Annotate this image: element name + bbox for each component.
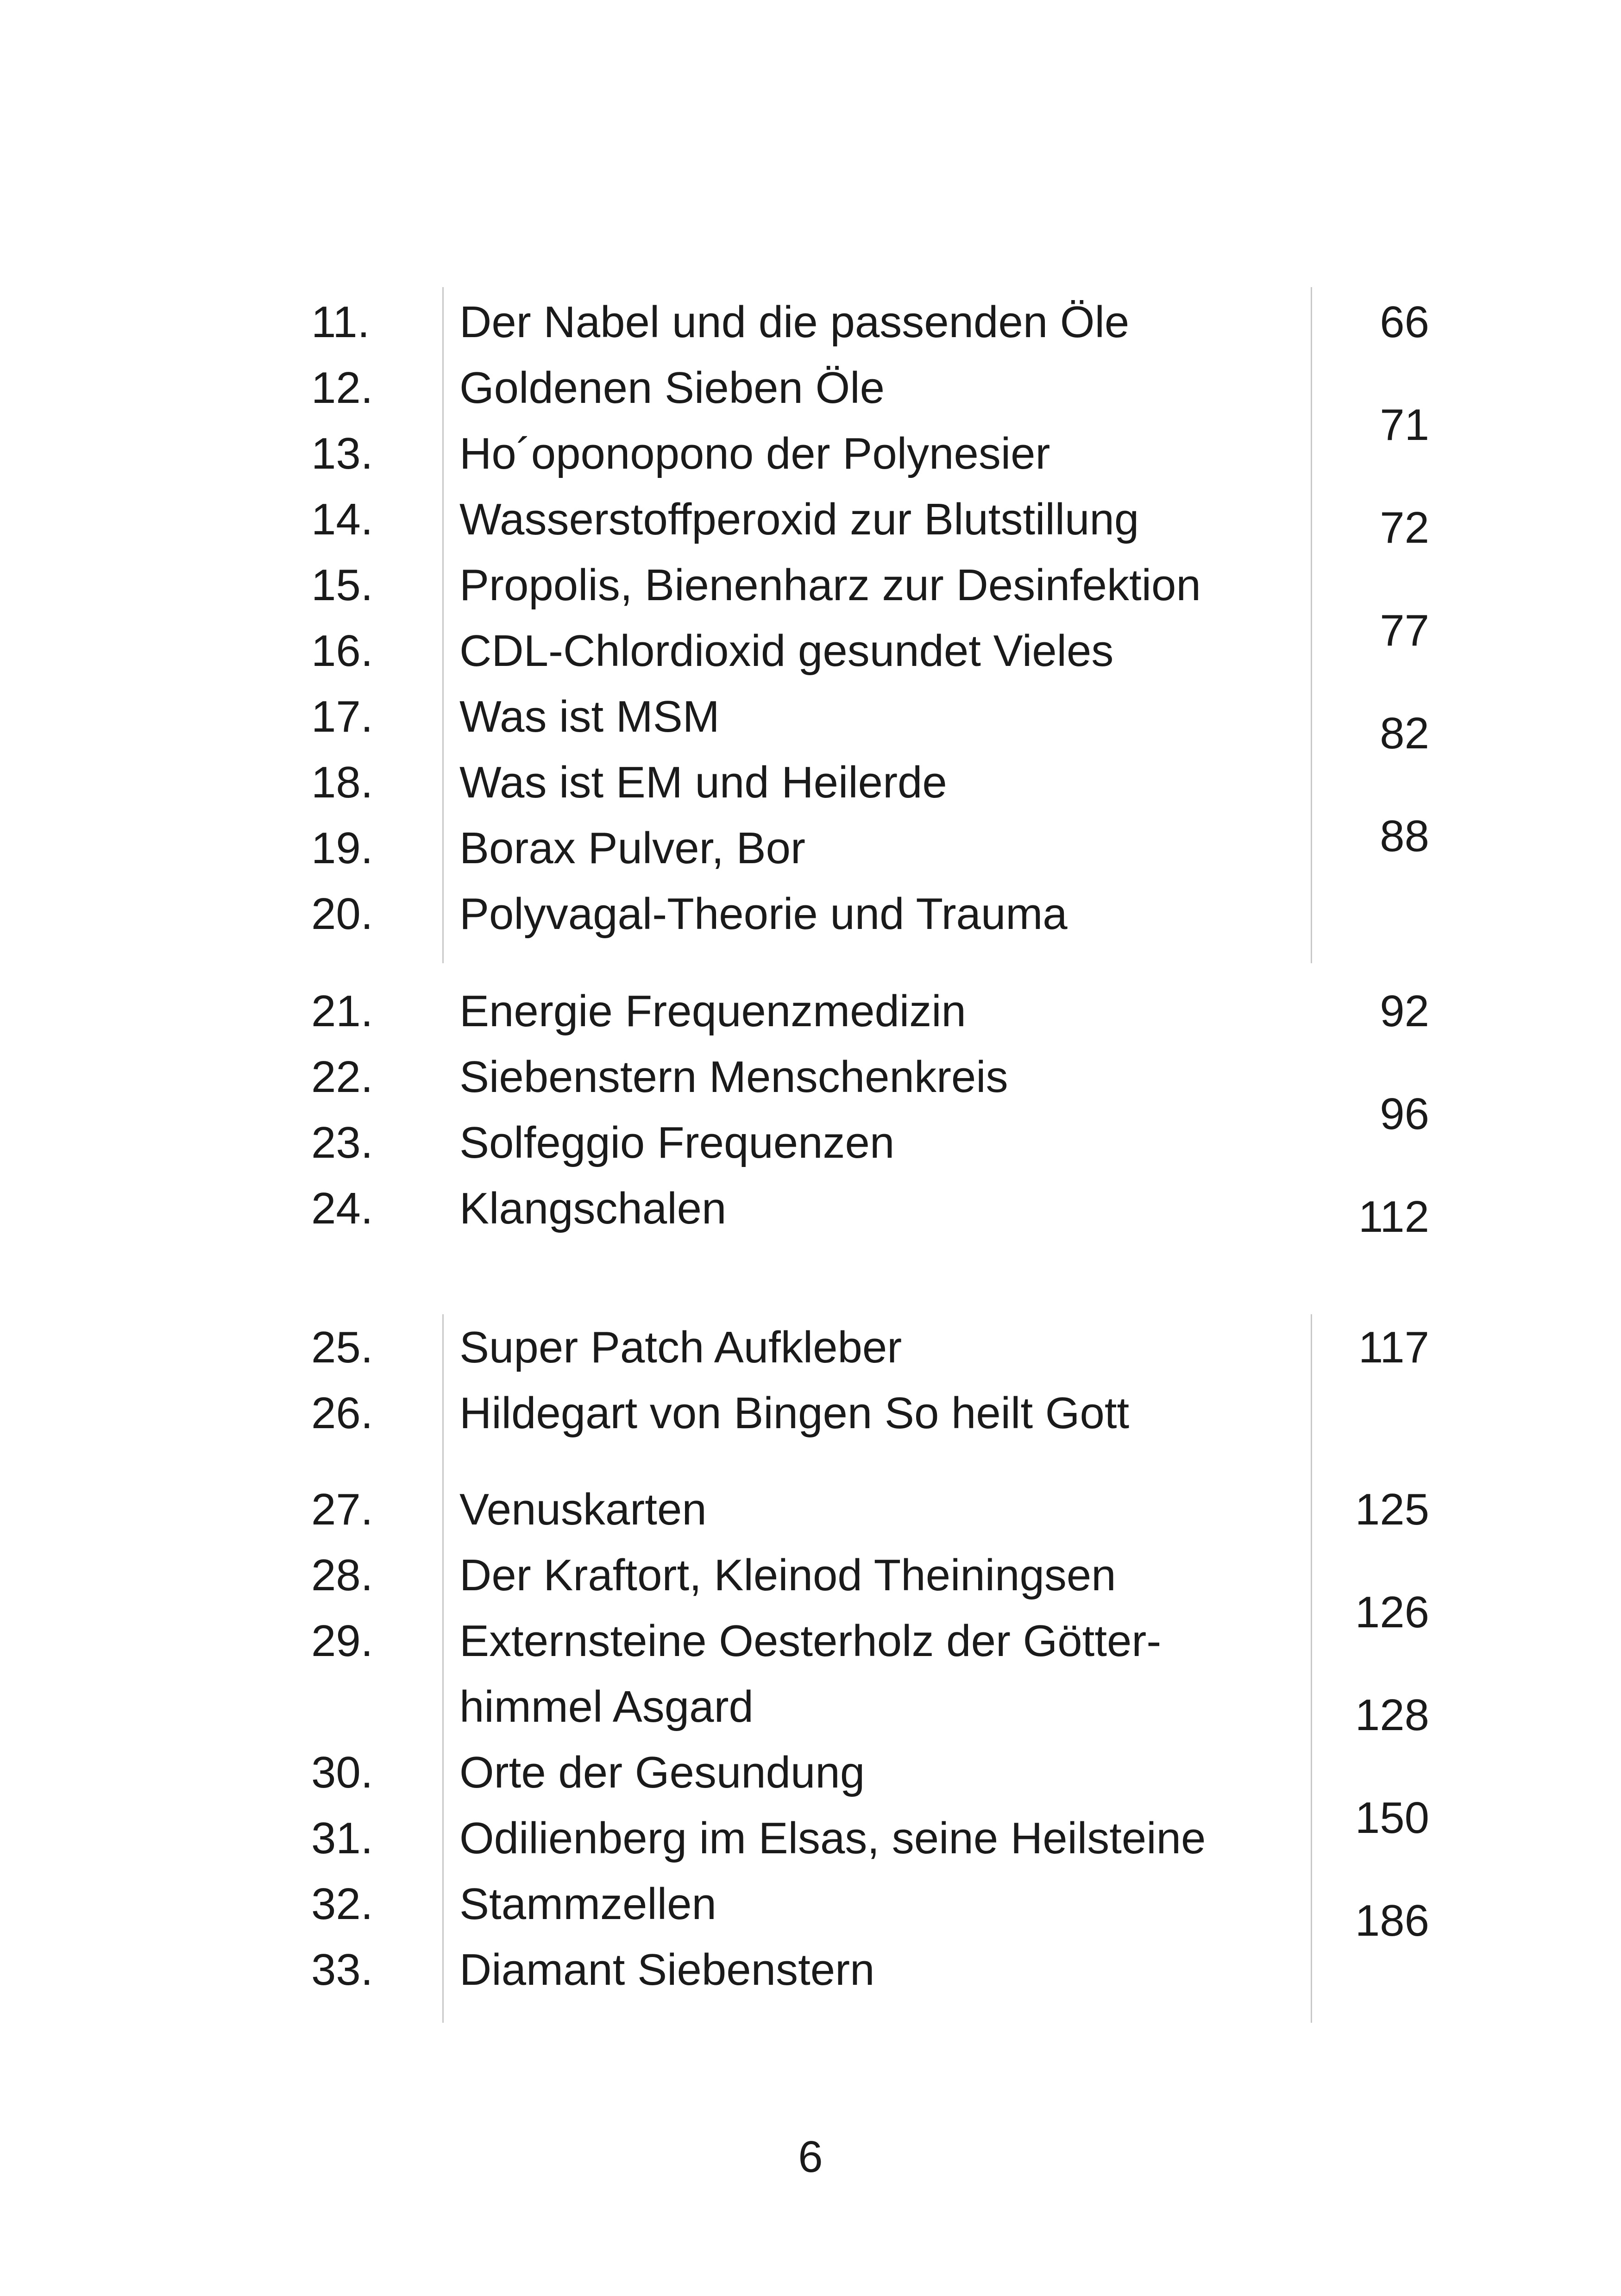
column-rule-left (442, 287, 444, 963)
page-number: 112 (1358, 1192, 1429, 1242)
entry-title: Diamant Siebenstern (459, 1945, 875, 1995)
page-number: 125 (1355, 1485, 1429, 1534)
entry-number: 14. (311, 495, 373, 544)
page-number: 117 (1358, 1323, 1429, 1372)
entry-title: Siebenstern Menschenkreis (459, 1052, 1008, 1102)
entry-number: 15. (311, 560, 373, 610)
page-number: 96 (1380, 1089, 1429, 1139)
page-number: 77 (1380, 606, 1429, 655)
entry-title: Venuskarten (459, 1485, 707, 1534)
entry-number: 29. (311, 1616, 373, 1666)
entry-title: Hildegart von Bingen So heilt Gott (459, 1388, 1130, 1438)
entry-title: Externsteine Oesterholz der Götter- (459, 1616, 1162, 1666)
entry-title: Der Nabel und die passenden Öle (459, 297, 1130, 347)
entry-title: Borax Pulver, Bor (459, 823, 805, 873)
entry-title: Was ist MSM (459, 692, 720, 741)
entry-title: Klangschalen (459, 1184, 727, 1233)
page-number: 82 (1380, 709, 1429, 758)
entry-number: 23. (311, 1118, 373, 1167)
page-number: 92 (1380, 986, 1429, 1036)
entry-number: 16. (311, 626, 373, 676)
entry-number: 22. (311, 1052, 373, 1102)
page-number: 150 (1355, 1793, 1429, 1843)
page-number: 128 (1355, 1690, 1429, 1740)
entry-title: Propolis, Bienenharz zur Desinfektion (459, 560, 1201, 610)
entry-title: Stammzellen (459, 1879, 716, 1929)
entry-number: 17. (311, 692, 373, 741)
entry-number: 30. (311, 1748, 373, 1797)
page-number: 186 (1355, 1896, 1429, 1945)
entry-title: Polyvagal-Theorie und Trauma (459, 889, 1068, 939)
entry-title: himmel Asgard (459, 1682, 754, 1731)
entry-number: 20. (311, 889, 373, 939)
column-rule-left (442, 1314, 444, 2023)
entry-title: Odilienberg im Elsas, seine Heilsteine (459, 1813, 1206, 1863)
column-rule-right (1311, 287, 1312, 963)
page-number: 71 (1380, 400, 1429, 450)
entry-number: 25. (311, 1323, 373, 1372)
entry-title: Was ist EM und Heilerde (459, 758, 947, 807)
footer-page-number: 6 (798, 2132, 823, 2182)
entry-title: Ho´oponopono der Polynesier (459, 429, 1050, 478)
entry-title: Orte der Gesundung (459, 1748, 865, 1797)
entry-title: Super Patch Aufkleber (459, 1323, 902, 1372)
entry-number: 19. (311, 823, 373, 873)
entry-number: 31. (311, 1813, 373, 1863)
page-number: 66 (1380, 297, 1429, 347)
entry-number: 28. (311, 1550, 373, 1600)
column-rule-right (1311, 1314, 1312, 2023)
entry-number: 27. (311, 1485, 373, 1534)
entry-number: 32. (311, 1879, 373, 1929)
entry-number: 18. (311, 758, 373, 807)
entry-number: 13. (311, 429, 373, 478)
page-number: 72 (1380, 503, 1429, 552)
entry-title: Wasserstoffperoxid zur Blutstillung (459, 495, 1139, 544)
entry-title: Goldenen Sieben Öle (459, 363, 885, 413)
entry-title: Der Kraftort, Kleinod Theiningsen (459, 1550, 1116, 1600)
entry-number: 11. (311, 297, 370, 347)
entry-number: 33. (311, 1945, 373, 1995)
page-number: 126 (1355, 1587, 1429, 1637)
page-number: 88 (1380, 811, 1429, 861)
entry-number: 12. (311, 363, 373, 413)
entry-title: Solfeggio Frequenzen (459, 1118, 895, 1167)
entry-title: CDL-Chlordioxid gesundet Vieles (459, 626, 1114, 676)
entry-title: Energie Frequenzmedizin (459, 986, 966, 1036)
entry-number: 24. (311, 1184, 373, 1233)
entry-number: 26. (311, 1388, 373, 1438)
entry-number: 21. (311, 986, 373, 1036)
